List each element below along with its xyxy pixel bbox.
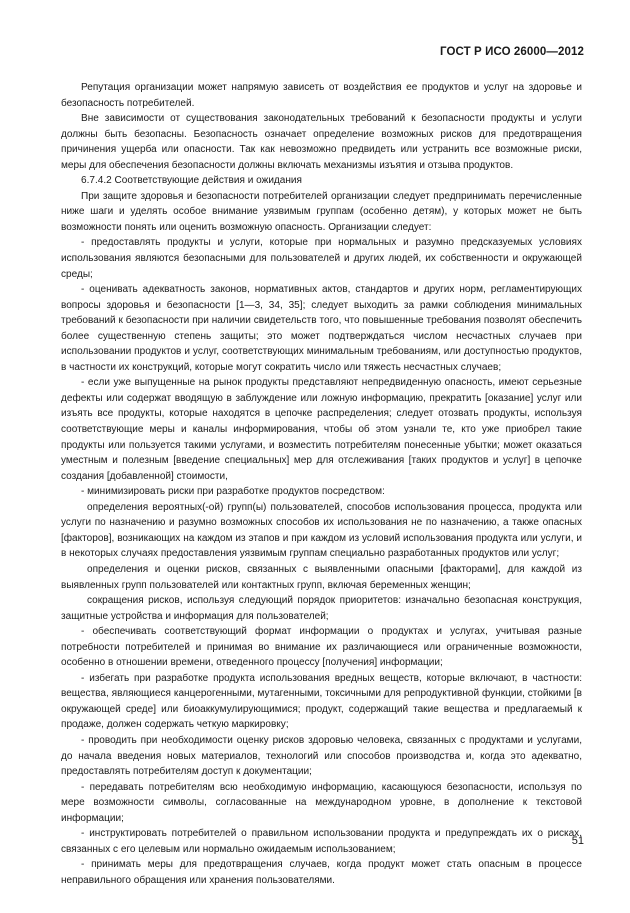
- list-item: - избегать при разработке продукта использования вредных веществ, которые включают, в частности: вещества, являющиеся канцерогенными, мутагенными, токсичными для репродуктивной функции, стойкими [в окружающей среде] или биоаккумулирующимися; продукт, содержащий такие вещества и предлагаемый к продаже, должен содержать четкую маркировку;: [61, 672, 582, 731]
- list-item: - предоставлять продукты и услуги, которые при нормальных и разумно предсказуемых условиях использования являются безопасными для пользователей и других людей, их собственности и окружающей среды;: [61, 237, 582, 280]
- list-item: - обеспечивать соответствующий формат информации о продуктах и услугах, учитывая разные потребности потребителей и принимая во внимание их различающиеся или ограниченные возможности, особенно в отношении времени, отведенного процессу [получения] информации;: [61, 626, 582, 669]
- sub-list-item: сокращения рисков, используя следующий порядок приоритетов: изначально безопасная конструкция, защитные устройства и информация для пользователей;: [61, 595, 582, 622]
- list-item: - если уже выпущенные на рынок продукты представляют непредвиденную опасность, имеют серьезные дефекты или содержат вводящую в заблуждение или ложную информацию, прекратить [оказание] услуг или изъять все продукты, которые находятся в цепочке распределения; следует отозвать продукты, используя соответствующие меры и каналы информирования, чтобы об этом узнали те, кто уже приобрел такие продукты или пользуется такими услугами, и возместить потребителям понесенные убытки; может оказаться уместным и полезным [введение специальных] мер для отслеживания [таких продуктов и услуг] в цепочке создания [добавленной] стоимости,: [61, 377, 582, 482]
- list-item: - проводить при необходимости оценку рисков здоровью человека, связанных с продуктами и услугами, до начала введения новых материалов, технологий или способов производства и, когда это адекватно, предоставлять потребителям доступ к документации;: [61, 734, 582, 778]
- sub-list-item: определения и оценки рисков, связанных с выявленными опасными [факторами], для каждой из выявленных групп пользователей или контактных групп, включая беременных женщин;: [61, 563, 582, 591]
- list-item: - оценивать адекватность законов, нормативных актов, стандартов и других норм, регламентирующих вопросы здоровья и безопасности [1—3, 34, 35]; следует выходить за рамки соблюдения минимальных требований к безопасности при наличии свидетельств того, что повышенные требования позволят обеспечить более существенную степень защиты; это может подтверждаться числом несчастных случаев при использовании продуктов и услуг, соответствующих минимальным требованиям, или доступностью продуктов, в частности их конструкций, которые могут сократить число или тяжесть несчастных случаев;: [61, 284, 582, 373]
- section-heading: 6.7.4.2 Соответствующие действия и ожидания: [81, 175, 302, 187]
- list-item: - передавать потребителям всю необходимую информацию, касающуюся безопасности, используя по мере возможности символы, согласованные на международном уровне, в дополнение к текстовой информации;: [61, 781, 582, 824]
- paragraph-intro-steps: При защите здоровья и безопасности потребителей организации следует предпринимать перечисленные ниже шаги и уделять особое внимание уязвимым группам (особенно детям), у которых может не быть возможности понять или оценить возможную опасность. Организации следует:: [61, 190, 582, 233]
- sub-list-item: определения вероятных(-ой) групп(ы) пользователей, способов использования процесса, продукта или услуги по назначению и разумно возможных способов их использования не по назначению, а также опасных [факторов], возникающих на каждом из этапов и при каждом из условий использования продукта или услуги, и в некоторых случаях предоставления уязвимым группам специально разработанных продуктов или услуг;: [61, 501, 582, 560]
- paragraph-safety-requirements: Вне зависимости от существования законодательных требований к безопасности продукты и услуги должны быть безопасны. Безопасность означает определение возможных рисков для предотвращения причинения ущерба или опасности. Так как невозможно предвидеть или устранить все возможные риски, меры для обеспечения безопасности должны включать механизмы изъятия и отзыва продуктов.: [61, 113, 582, 171]
- list-item: - принимать меры для предотвращения случаев, когда продукт может стать опасным в процессе неправильного обращения или хранения пользователями.: [61, 859, 582, 886]
- document-header: ГОСТ Р ИСО 26000—2012: [439, 46, 584, 58]
- list-item: - минимизировать риски при разработке продуктов посредством:: [81, 486, 385, 498]
- list-item: - инструктировать потребителей о правильном использовании продукта и предупреждать их о рисках, связанных с его целевым или нормально ожидаемым использованием;: [61, 828, 582, 855]
- page-number: 51: [571, 835, 584, 847]
- document-body: [61, 80, 582, 888]
- paragraph-reputation: Репутация организации может напрямую зависеть от воздействия ее продуктов и услуг на здоровье и безопасность потребителей.: [61, 82, 582, 109]
